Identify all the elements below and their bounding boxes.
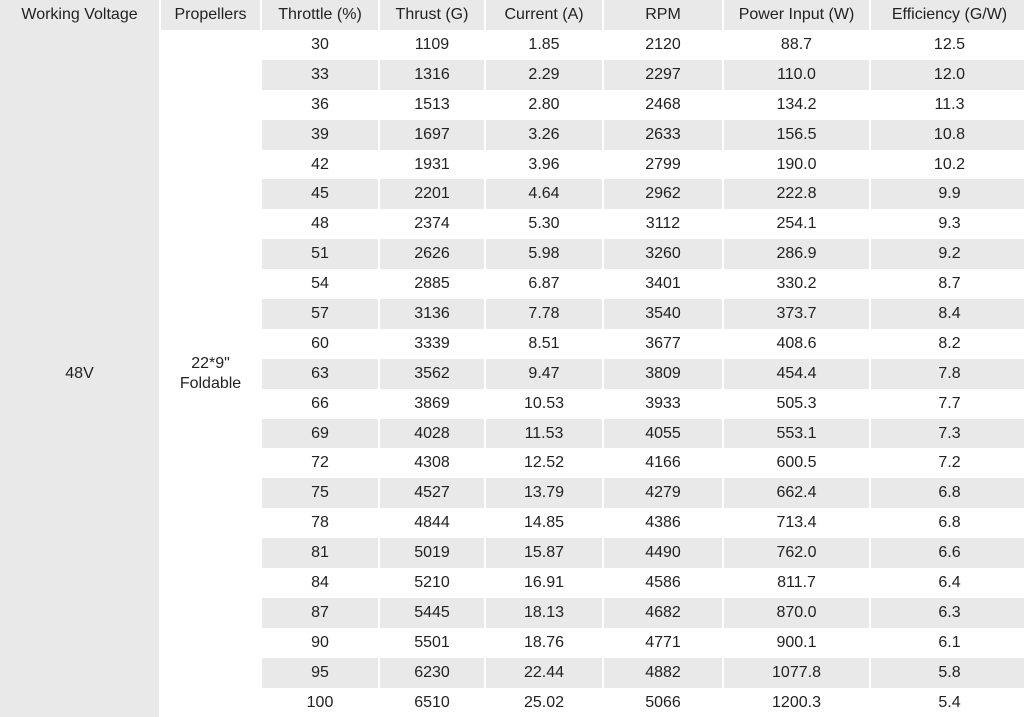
rpm-cell: 3677 [645,334,681,352]
thrust-cell: 5210 [414,573,450,591]
thrust-cell: 2626 [380,239,484,269]
rpm-cell: 4682 [604,598,722,628]
rpm-cell: 3809 [604,359,722,389]
power-input-cell: 373.7 [724,299,869,329]
thrust-cell: 5445 [380,598,484,628]
rpm-cell: 2297 [604,60,722,90]
efficiency-cell: 10.8 [871,120,1024,150]
current-cell: 5.30 [528,215,560,233]
current-cell: 3.26 [486,120,602,150]
thrust-cell: 1931 [414,155,450,173]
rpm-cell: 3401 [645,275,681,293]
efficiency-cell: 7.2 [938,454,961,472]
power-input-cell: 870.0 [724,598,869,628]
throttle-cell: 51 [262,239,378,269]
efficiency-cell: 6.6 [871,538,1024,568]
efficiency-cell: 10.2 [933,155,966,173]
rpm-cell: 4771 [645,633,681,651]
efficiency-cell: 7.7 [938,394,961,412]
throttle-cell: 57 [262,299,378,329]
current-cell: 8.51 [528,334,560,352]
efficiency-cell: 7.3 [871,419,1024,449]
table-row [0,30,1024,60]
throttle-cell: 72 [311,454,329,472]
rpm-cell: 5066 [645,693,681,711]
propeller-cell [161,30,260,717]
throttle-cell: 42 [311,155,329,173]
power-input-cell: 222.8 [724,179,869,209]
rpm-cell: 3112 [645,215,681,233]
current-cell: 1.85 [528,35,560,53]
thrust-cell: 2374 [414,215,450,233]
power-input-cell: 286.9 [724,239,869,269]
header-power-input: Power Input (W) [724,0,869,30]
rpm-cell: 3260 [604,239,722,269]
power-input-cell: 110.0 [724,60,869,90]
current-cell: 14.85 [523,514,565,532]
throttle-cell: 78 [311,514,329,532]
header-current: Current (A) [486,0,602,30]
rpm-cell: 4490 [604,538,722,568]
power-input-cell: 254.1 [776,215,817,233]
thrust-cell: 3339 [414,334,450,352]
throttle-cell: 95 [262,658,378,688]
rpm-cell: 4586 [645,573,681,591]
current-cell: 15.87 [486,538,602,568]
thrust-cell: 3562 [380,359,484,389]
efficiency-cell: 8.4 [871,299,1024,329]
thrust-cell: 2201 [380,179,484,209]
efficiency-cell: 6.4 [938,573,961,591]
current-cell: 11.53 [486,419,602,449]
current-cell: 13.79 [486,478,602,508]
throttle-cell: 69 [262,419,378,449]
efficiency-cell: 9.3 [938,215,961,233]
header-thrust: Thrust (G) [380,0,484,30]
thrust-cell: 1316 [380,60,484,90]
rpm-cell: 4279 [604,478,722,508]
rpm-cell: 3933 [645,394,681,412]
current-cell: 2.29 [486,60,602,90]
power-input-cell: 190.0 [776,155,817,173]
header-row [0,0,1024,30]
rpm-cell: 2120 [645,35,681,53]
thrust-cell: 4028 [380,419,484,449]
throttle-cell: 81 [262,538,378,568]
efficiency-cell: 8.2 [938,334,961,352]
thrust-cell: 5501 [414,633,450,651]
rpm-cell: 4166 [645,454,681,472]
rpm-cell: 3540 [604,299,722,329]
current-cell: 9.47 [486,359,602,389]
thrust-cell: 6230 [380,658,484,688]
throttle-cell: 33 [262,60,378,90]
header-rpm: RPM [604,0,722,30]
efficiency-cell: 11.3 [934,95,965,113]
current-cell: 18.13 [486,598,602,628]
efficiency-cell: 6.8 [871,478,1024,508]
current-cell: 6.87 [528,275,560,293]
power-input-cell: 1077.8 [724,658,869,688]
current-cell: 3.96 [528,155,560,173]
current-cell: 4.64 [486,179,602,209]
efficiency-cell: 6.3 [871,598,1024,628]
power-input-cell: 454.4 [724,359,869,389]
thrust-cell: 4308 [414,454,450,472]
throttle-cell: 100 [306,693,334,711]
efficiency-cell: 6.1 [938,633,961,651]
power-input-cell: 88.7 [780,35,813,53]
header-efficiency: Efficiency (G/W) [871,0,1024,30]
power-input-cell: 408.6 [776,334,817,352]
thrust-cell: 5019 [380,538,484,568]
throttle-cell: 90 [311,633,329,651]
rpm-cell: 4882 [604,658,722,688]
power-input-cell: 330.2 [776,275,817,293]
power-input-cell: 134.2 [776,95,817,113]
power-input-cell: 553.1 [724,419,869,449]
thrust-cell: 4527 [380,478,484,508]
current-cell: 5.98 [486,239,602,269]
working-voltage-cell: 48V [0,30,159,717]
header-throttle: Throttle (%) [262,0,378,30]
efficiency-cell: 12.5 [933,35,966,53]
thrust-cell: 3869 [414,394,450,412]
throttle-cell: 45 [262,179,378,209]
throttle-cell: 75 [262,478,378,508]
efficiency-cell: 8.7 [938,275,961,293]
current-cell: 7.78 [486,299,602,329]
throttle-cell: 63 [262,359,378,389]
current-cell: 22.44 [486,658,602,688]
rpm-cell: 4386 [645,514,681,532]
thrust-cell: 1513 [414,95,450,113]
header-working-voltage: Working Voltage [0,0,159,30]
header-propellers: Propellers [161,0,260,30]
table-body [0,30,1024,717]
current-cell: 25.02 [523,693,565,711]
power-input-cell: 600.5 [776,454,817,472]
power-input-cell: 156.5 [724,120,869,150]
power-input-cell: 505.3 [776,394,817,412]
thrust-cell: 4844 [414,514,450,532]
throttle-cell: 48 [311,215,329,233]
power-input-cell: 662.4 [724,478,869,508]
thrust-cell: 2885 [414,275,450,293]
thrust-cell: 1109 [414,35,450,53]
current-cell: 2.80 [528,95,560,113]
thrust-cell: 1697 [380,120,484,150]
rpm-cell: 2962 [604,179,722,209]
throttle-cell: 30 [311,35,329,53]
efficiency-cell: 5.4 [938,693,961,711]
efficiency-cell: 12.0 [871,60,1024,90]
efficiency-cell: 5.8 [871,658,1024,688]
rpm-cell: 2799 [645,155,681,173]
power-input-cell: 713.4 [776,514,817,532]
thrust-cell: 6510 [414,693,450,711]
power-input-cell: 811.7 [777,573,816,591]
rpm-cell: 2633 [604,120,722,150]
power-input-cell: 762.0 [724,538,869,568]
throttle-cell: 36 [311,95,329,113]
current-cell: 18.76 [523,633,565,651]
efficiency-cell: 9.2 [871,239,1024,269]
efficiency-cell: 6.8 [938,514,961,532]
power-input-cell: 1200.3 [772,693,821,711]
throttle-cell: 60 [311,334,329,352]
rpm-cell: 4055 [604,419,722,449]
current-cell: 10.53 [523,394,565,412]
power-input-cell: 900.1 [776,633,817,651]
current-cell: 16.91 [523,573,565,591]
throttle-cell: 84 [311,573,329,591]
throttle-cell: 54 [311,275,329,293]
throttle-cell: 87 [262,598,378,628]
propeller-size: 22*9" [191,354,230,372]
efficiency-cell: 7.8 [871,359,1024,389]
current-cell: 12.52 [523,454,565,472]
throttle-cell: 66 [311,394,329,412]
efficiency-cell: 9.9 [871,179,1024,209]
rpm-cell: 2468 [645,95,681,113]
propeller-type: Foldable [179,374,242,392]
thrust-cell: 3136 [380,299,484,329]
throttle-cell: 39 [262,120,378,150]
